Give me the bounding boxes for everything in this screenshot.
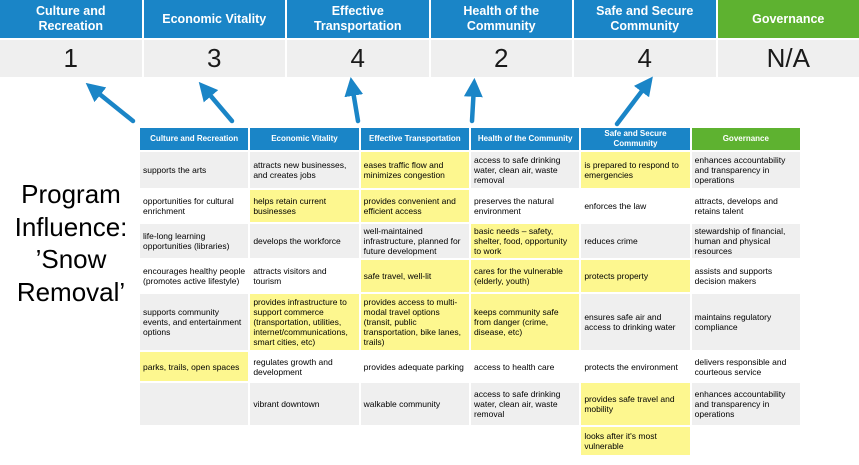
matrix-cell-r4-c4: cares for the vulnerable (elderly, youth) xyxy=(471,260,579,292)
matrix-cell-r8-c6 xyxy=(692,427,800,455)
matrix-cell-r7-c3: walkable community xyxy=(361,383,469,425)
matrix-cell-r5-c1: supports community events, and entertainment options xyxy=(140,294,248,350)
matrix-header-1: Economic Vitality xyxy=(250,128,358,150)
matrix-cell-r2-c3: provides convenient and efficient access xyxy=(361,190,469,222)
scoreboard-score-3: 2 xyxy=(431,40,573,77)
matrix-header-0: Culture and Recreation xyxy=(140,128,248,150)
matrix-cell-r4-c6: assists and supports decision makers xyxy=(692,260,800,292)
matrix-cell-r1-c6: enhances accountability and transparency in operations xyxy=(692,152,800,188)
matrix-cell-r7-c6: enhances accountability and transparency in operations xyxy=(692,383,800,425)
matrix-cell-r2-c2: helps retain current businesses xyxy=(250,190,358,222)
matrix-cell-r7-c2: vibrant downtown xyxy=(250,383,358,425)
matrix-cell-r1-c3: eases traffic flow and minimizes congestion xyxy=(361,152,469,188)
scoreboard-score-4: 4 xyxy=(574,40,716,77)
matrix-cell-r4-c3: safe travel, well-lit xyxy=(361,260,469,292)
influence-arrows xyxy=(0,74,859,128)
matrix-cell-r3-c6: stewardship of financial, human and physical resources xyxy=(692,224,800,258)
matrix-cell-r5-c4: keeps community safe from danger (crime, disease, etc) xyxy=(471,294,579,350)
matrix-cell-r7-c1 xyxy=(140,383,248,425)
arrow-effective-transportation xyxy=(352,85,358,121)
matrix-header-2: Effective Transportation xyxy=(361,128,469,150)
scoreboard xyxy=(0,0,859,77)
matrix-cell-r6-c2: regulates growth and development xyxy=(250,352,358,381)
matrix-cell-r6-c5: protects the environment xyxy=(581,352,689,381)
matrix-cell-r2-c1: opportunities for cultural enrichment xyxy=(140,190,248,222)
program-influence-title: Program Influence: ’Snow Removal’ xyxy=(14,179,128,307)
matrix-header-5: Governance xyxy=(692,128,800,150)
scoreboard-score-2: 4 xyxy=(287,40,429,77)
matrix-cell-r8-c3 xyxy=(361,427,469,455)
matrix-cell-r5-c5: ensures safe air and access to drinking water xyxy=(581,294,689,350)
matrix-header-3: Health of the Community xyxy=(471,128,579,150)
matrix-cell-r1-c2: attracts new businesses, and creates jobs xyxy=(250,152,358,188)
scoreboard-header-1: Economic Vitality xyxy=(144,0,286,38)
scoreboard-header-5: Governance xyxy=(718,0,859,38)
matrix-cell-r6-c6: delivers responsible and courteous service xyxy=(692,352,800,381)
matrix-cell-r5-c2: provides infrastructure to support commerce (transportation, utilities, internet/communications, smart cities, etc) xyxy=(250,294,358,350)
matrix-cell-r1-c5: is prepared to respond to emergencies xyxy=(581,152,689,188)
scoreboard-header-4: Safe and Secure Community xyxy=(574,0,716,38)
matrix-cell-r8-c4 xyxy=(471,427,579,455)
arrow-culture-and-recreation xyxy=(92,88,133,121)
matrix-cell-r6-c4: access to health care xyxy=(471,352,579,381)
scoreboard-header-3: Health of the Community xyxy=(431,0,573,38)
influence-matrix xyxy=(140,128,800,455)
matrix-cell-r3-c1: life-long learning opportunities (libraries) xyxy=(140,224,248,258)
matrix-cell-r5-c6: maintains regulatory compliance xyxy=(692,294,800,350)
matrix-cell-r8-c1 xyxy=(140,427,248,455)
matrix-cell-r8-c2 xyxy=(250,427,358,455)
matrix-cell-r2-c5: enforces the law xyxy=(581,190,689,222)
matrix-cell-r1-c4: access to safe drinking water, clean air, waste removal xyxy=(471,152,579,188)
scoreboard-score-0: 1 xyxy=(0,40,142,77)
scoreboard-score-5: N/A xyxy=(718,40,859,77)
arrow-economic-vitality xyxy=(204,88,232,121)
matrix-cell-r2-c4: preserves the natural environment xyxy=(471,190,579,222)
matrix-cell-r4-c5: protects property xyxy=(581,260,689,292)
matrix-cell-r3-c4: basic needs – safety, shelter, food, opportunity to work xyxy=(471,224,579,258)
arrow-safe-and-secure-community xyxy=(617,83,648,124)
matrix-cell-r4-c1: encourages healthy people (promotes active lifestyle) xyxy=(140,260,248,292)
matrix-cell-r8-c5: looks after it's most vulnerable xyxy=(581,427,689,455)
scoreboard-header-0: Culture and Recreation xyxy=(0,0,142,38)
matrix-cell-r7-c5: provides safe travel and mobility xyxy=(581,383,689,425)
matrix-cell-r7-c4: access to safe drinking water, clean air, waste removal xyxy=(471,383,579,425)
matrix-cell-r4-c2: attracts visitors and tourism xyxy=(250,260,358,292)
matrix-cell-r3-c2: develops the workforce xyxy=(250,224,358,258)
matrix-cell-r3-c5: reduces crime xyxy=(581,224,689,258)
matrix-header-4: Safe and Secure Community xyxy=(581,128,689,150)
arrow-health-of-the-community xyxy=(472,86,474,121)
matrix-cell-r6-c3: provides adequate parking xyxy=(361,352,469,381)
matrix-cell-r5-c3: provides access to multi-modal travel options (transit, public transportation, bike lanes, trails) xyxy=(361,294,469,350)
scoreboard-header-2: Effective Transportation xyxy=(287,0,429,38)
matrix-cell-r3-c3: well-maintained infrastructure, planned for future development xyxy=(361,224,469,258)
matrix-cell-r1-c1: supports the arts xyxy=(140,152,248,188)
matrix-cell-r6-c1: parks, trails, open spaces xyxy=(140,352,248,381)
scoreboard-score-1: 3 xyxy=(144,40,286,77)
matrix-cell-r2-c6: attracts, develops and retains talent xyxy=(692,190,800,222)
